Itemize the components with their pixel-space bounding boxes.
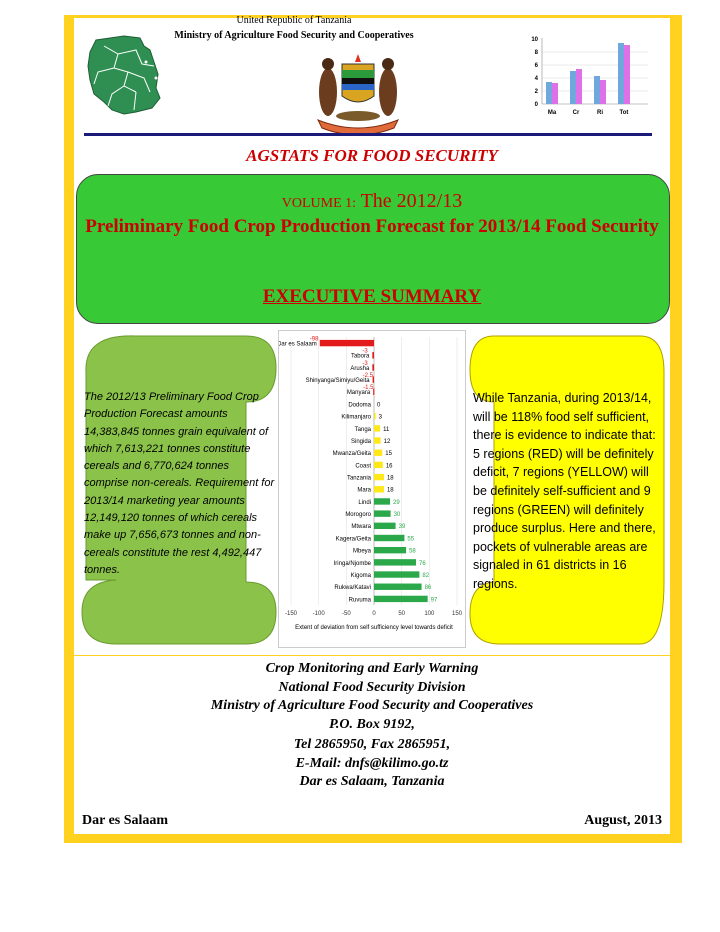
chart-bar: [374, 425, 380, 431]
mini-label: Ma: [547, 110, 557, 116]
contact-pobox: P.O. Box 9192,: [329, 717, 415, 732]
chart-value-label: 55: [407, 536, 415, 543]
mini-tick: 10: [531, 37, 538, 43]
chart-category-label: Mara: [357, 487, 371, 494]
chart-value-label: 86: [424, 585, 432, 592]
contact-ministry: Ministry of Agriculture Food Security and Cooperatives: [210, 698, 534, 713]
chart-bar: [374, 547, 406, 553]
chart-value-label: -2.5: [362, 373, 373, 380]
chart-category-label: Ruvuma: [348, 597, 371, 604]
chart-category-label: Mwanza/Geita: [332, 451, 371, 458]
left-summary-text: The 2012/13 Preliminary Food Crop Production Forecast amounts 14,383,845 tonnes grain equivalent of which 7,613,221 tonnes constitute cereals and 6,770,624 tonnes comprise non-cereals. Requirement for 2013/14 marketing year amounts 12,149,120 tonnes of which cereals make up 7,656,673 tonnes and non-cereals constitute the rest 4,492,447 tonnes.: [84, 391, 275, 576]
chart-bar: [374, 486, 384, 492]
chart-category-label: Dar es Salaam: [279, 341, 317, 348]
country-name: United Republic of Tanzania: [236, 15, 352, 26]
chart-value-label: 30: [393, 512, 401, 519]
chart-category-label: Mtwara: [351, 524, 371, 531]
chart-bar: [374, 596, 428, 602]
chart-value-label: 18: [386, 487, 394, 494]
contact-city: Dar es Salaam, Tanzania: [299, 774, 445, 789]
footer-place: Dar es Salaam: [82, 813, 169, 828]
mini-bar-chart: [530, 34, 652, 120]
volume-subtitle: Preliminary Food Crop Production Forecast for 2013/14 Food Security: [85, 216, 659, 237]
chart-value-label: 76: [419, 560, 426, 567]
chart-bar: [374, 462, 383, 468]
chart-x-tick: 150: [451, 611, 463, 617]
contact-division: National Food Security Division: [278, 680, 466, 695]
chart-bar: [374, 498, 390, 504]
chart-value-label: -1.5: [363, 385, 374, 392]
mini-tick: 8: [534, 50, 538, 56]
footer-date: August, 2013: [584, 813, 662, 828]
chart-bar: [372, 352, 374, 358]
chart-bar: [372, 364, 374, 370]
chart-category-label: Manyara: [346, 390, 371, 397]
chart-value-label: 16: [385, 463, 393, 470]
ministry-name: Ministry of Agriculture Food Security and Cooperatives: [174, 30, 414, 41]
chart-value-label: 82: [422, 572, 430, 579]
chart-bar: [374, 474, 384, 480]
executive-summary-heading: EXECUTIVE SUMMARY: [262, 286, 482, 307]
chart-value-label: 12: [383, 438, 391, 445]
coat-of-arms-icon: [312, 50, 404, 134]
chart-category-label: Singida: [350, 438, 371, 445]
section-divider: [74, 655, 670, 656]
chart-category-label: Kilimanjaro: [341, 414, 371, 421]
chart-bar: [374, 510, 391, 516]
chart-category-label: Rukwa/Katavi: [334, 585, 371, 592]
chart-category-label: Tanga: [354, 426, 371, 433]
deviation-bar-chart-svg: [279, 331, 465, 647]
chart-category-label: Dodoma: [348, 402, 371, 409]
chart-bar: [374, 450, 382, 456]
contact-unit: Crop Monitoring and Early Warning: [265, 661, 479, 676]
mini-tick: 4: [534, 76, 538, 82]
report-title: AGSTATS FOR FOOD SECURITY: [246, 146, 498, 165]
chart-category-label: Kigoma: [350, 572, 371, 579]
chart-value-label: 97: [430, 597, 438, 604]
header-divider: [84, 133, 652, 136]
chart-category-label: Kagera/Geita: [335, 536, 371, 543]
chart-category-label: Tabora: [350, 353, 370, 360]
chart-value-label: 3: [378, 414, 383, 421]
chart-bar: [374, 559, 416, 565]
chart-x-tick: -100: [312, 611, 325, 617]
chart-category-label: Coast: [355, 463, 371, 470]
chart-value-label: -3: [362, 360, 368, 367]
chart-value-label: 39: [398, 524, 406, 531]
chart-bar: [320, 340, 374, 346]
chart-value-label: 58: [409, 548, 416, 555]
chart-bar: [374, 413, 376, 419]
chart-bar: [374, 584, 422, 590]
mini-label: Cr: [572, 110, 580, 116]
contact-tel: Tel 2865950, Fax 2865951,: [293, 737, 451, 752]
chart-x-tick: -50: [341, 611, 351, 617]
chart-value-label: -3: [362, 348, 368, 355]
chart-bar: [374, 571, 419, 577]
contact-email[interactable]: E-Mail: dnfs@kilimo.go.tz: [295, 756, 449, 771]
chart-bar: [374, 437, 381, 443]
chart-category-label: Iringa/Njombe: [333, 560, 371, 567]
chart-bar: [374, 523, 396, 529]
volume-prefix: VOLUME 1:: [281, 196, 357, 211]
mini-tick: 2: [534, 89, 538, 95]
chart-category-label: Arusha: [350, 365, 370, 372]
chart-bar: [374, 535, 404, 541]
chart-category-label: Morogoro: [345, 512, 371, 519]
chart-value-label: 29: [393, 499, 400, 506]
chart-x-tick: -150: [284, 611, 298, 617]
volume-title: The 2012/13: [360, 190, 463, 212]
mini-label: Tot: [619, 110, 629, 116]
chart-value-label: -98: [309, 336, 319, 343]
volume-heading: [76, 190, 668, 213]
chart-category-label: Shinyanga/Simiyu/Geita: [305, 378, 370, 385]
chart-category-label: Lindi: [358, 499, 371, 506]
regional-deviation-chart: [278, 330, 466, 648]
chart-x-axis-label: Extent of deviation from self sufficiency level towards deficit: [295, 625, 453, 631]
chart-category-label: Mbeya: [352, 548, 371, 555]
chart-value-label: 0: [377, 402, 381, 409]
chart-category-label: Tanzania: [346, 475, 371, 482]
mini-label: Ri: [597, 110, 603, 116]
chart-x-tick: 50: [398, 611, 406, 617]
chart-x-tick: 100: [424, 611, 435, 617]
chart-value-label: 18: [386, 475, 394, 482]
tanzania-map-icon: [84, 32, 164, 117]
chart-value-label: 15: [385, 451, 392, 458]
chart-x-tick: 0: [372, 611, 376, 617]
mini-tick: 6: [534, 63, 538, 69]
right-summary-text: While Tanzania, during 2013/14, will be 118% food self sufficient, there is evidence to indicate that: 5 regions (RED) will be definitely deficit, 7 regions (YELLOW) will be definitely self-sufficient and 9 regions (GREEN) will definitely produce surplus. Here and there, pockets of vulnerable areas are signaled in 61 districts in 16 regions.: [473, 391, 656, 591]
mini-tick: 0: [534, 102, 538, 108]
chart-value-label: 11: [383, 426, 390, 433]
